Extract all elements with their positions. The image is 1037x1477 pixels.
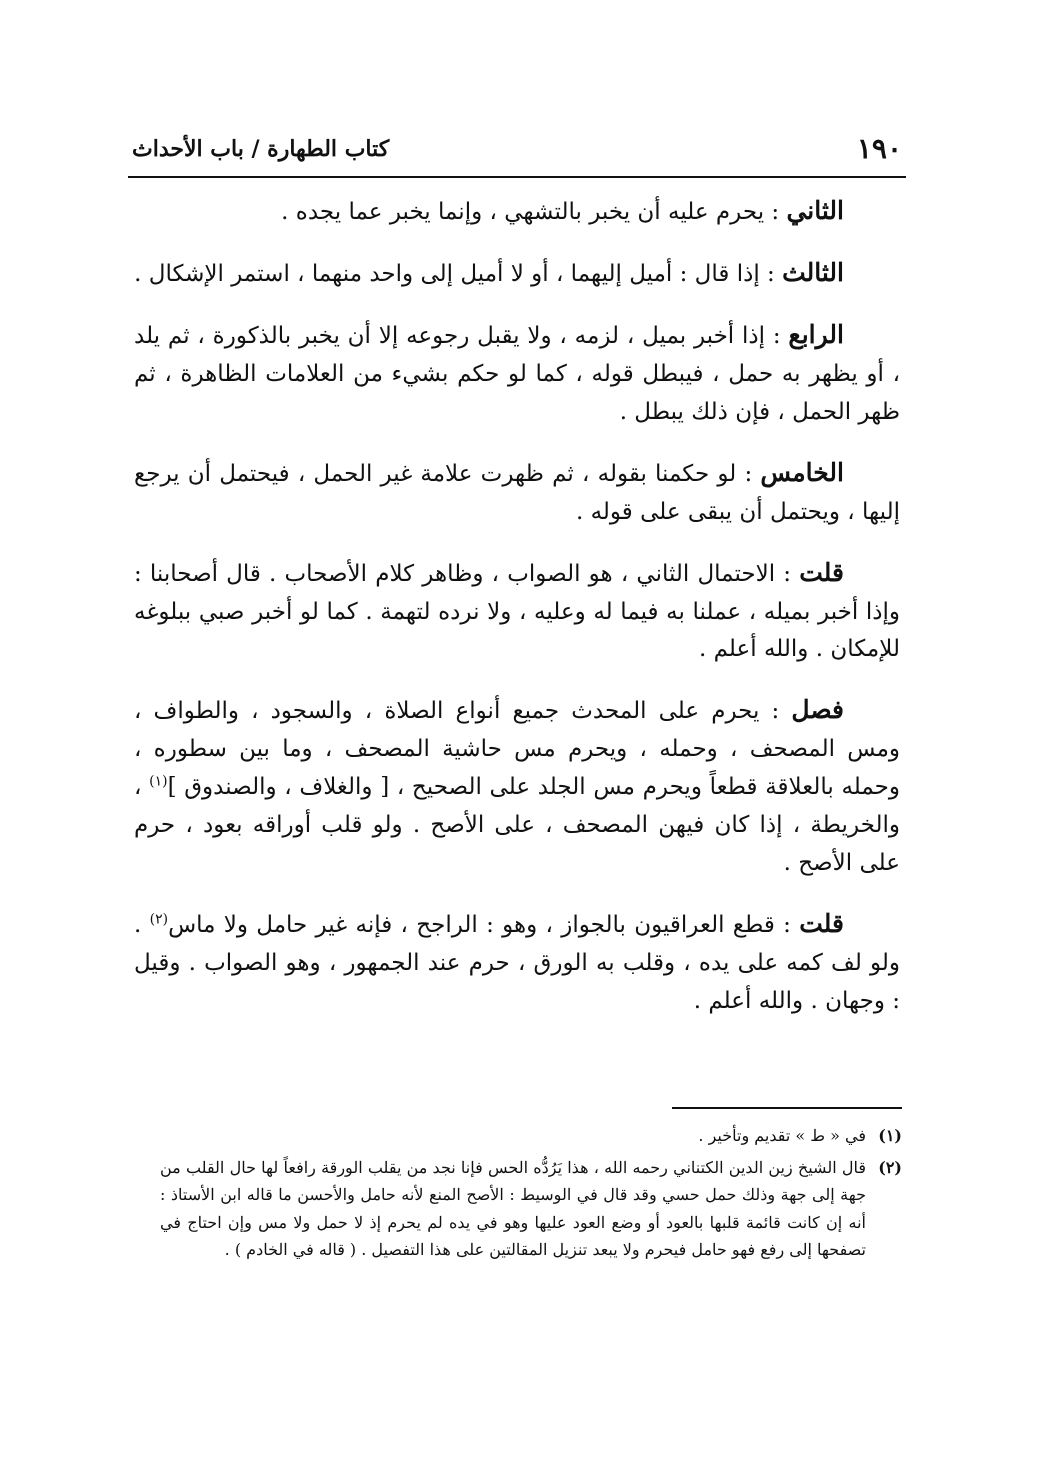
paragraph-lead: الخامس: [760, 457, 844, 487]
paragraph-lead: قلت: [799, 557, 844, 587]
paragraph-second: [134, 190, 900, 232]
footnote-text: قال الشيخ زين الدين الكتناني رحمه الله ، هذا يَرُدُّه الحس فإنا نجد من يقلب الورقة رافعاً لها حال القلب من جهة إلى جهة وذلك حمل حسي وقد قال في الوسيط : الأصح المنع لأنه حامل والأحسن ما قاله ابن الأستاذ : أنه إن كانت قائمة قلبها بالعود أو وضع العود عليها وهو في يده لم يحرم إذ لا حمل ولا مس وإن احتاج في تصفحها إلى رفع فهو حامل فيحرم ولا يبعد تنزيل المقالتين على هذا التفصيل . ( قاله في الخادم ) .: [160, 1157, 867, 1260]
footnote-number: (٢): [878, 1157, 902, 1177]
paragraph-lead: الرابع: [788, 319, 844, 349]
paragraph-lead: الثالث: [782, 257, 844, 287]
paragraph-lead: قلت: [799, 909, 844, 939]
footnotes: [160, 1122, 902, 1268]
paragraph-text: : قطع العراقيون بالجواز ، وهو : الراجح ، فإنه غير حامل ولا ماس: [168, 912, 800, 939]
paragraph-fifth: [134, 452, 900, 532]
paragraph-lead: الثاني: [786, 196, 844, 225]
paragraph-text: : يحرم عليه أن يخبر بالتشهي ، وإنما يخبر عما يجده .: [281, 199, 787, 225]
main-text: [134, 190, 900, 1041]
running-header: [128, 128, 906, 170]
paragraph-text: : إذا أخبر بميل ، لزمه ، ولا يقبل رجوعه إلا أن يخبر بالذكورة ، ثم يلد ، أو يظهر به حمل ، فيبطل قوله ، كما لو حكم بشيء من العلامات الظاهرة ، ثم ظهر الحمل ، فإن ذلك يبطل .: [134, 322, 900, 425]
header-divider: [128, 176, 906, 178]
footnote-2: [160, 1154, 902, 1264]
paragraph-text: : يحرم على المحدث جميع أنواع الصلاة ، والسجود ، والطواف ، ومس المصحف ، وحمله ، ويحرم مس حاشية المصحف ، وما بين سطوره ، وحمله بالعلاقة قطعاً ويحرم مس الجلد على الصحيح ، [ والغلاف ، والصندوق ]: [134, 698, 901, 801]
footnote-ref-2: (٢): [149, 911, 169, 928]
paragraph-fasl: [134, 689, 900, 883]
paragraph-text-continued: ، والخريطة ، إذا كان فيهن المصحف ، على الأصح . ولو قلب أوراقه بعود ، حرم على الأصح .: [134, 774, 900, 877]
footnote-divider: [672, 1107, 902, 1109]
footnote-1: [160, 1122, 902, 1150]
footnote-number: (١): [878, 1126, 902, 1145]
running-title: كتاب الطهارة / باب الأحداث: [132, 136, 390, 162]
paragraph-text: : إذا قال : أميل إليهما ، أو لا أميل إلى واحد منهما ، استمر الإشكال .: [134, 260, 783, 287]
paragraph-text: : الاحتمال الثاني ، هو الصواب ، وظاهر كلام الأصحاب . قال أصحابنا : وإذا أخبر بميله ، عملنا به فيما له وعليه ، ولا نرده لتهمة . كما لو أخبر صبي ببلوغه للإمكان . والله أعلم .: [134, 560, 900, 663]
paragraph-qultu-2: [134, 903, 900, 1021]
paragraph-text-continued: . ولو لف كمه على يده ، وقلب به الورق ، حرم عند الجمهور ، وهو الصواب . وقيل : وجهان . والله أعلم .: [134, 912, 900, 1014]
page-number: ١٩٠: [856, 132, 902, 165]
paragraph-text: : لو حكمنا بقوله ، ثم ظهرت علامة غير الحمل ، فيحتمل أن يرجع إليها ، ويحتمل أن يبقى على قوله .: [134, 460, 900, 525]
paragraph-qultu-1: [134, 552, 900, 670]
paragraph-fourth: [134, 314, 900, 432]
footnote-text: في « ط » تقديم وتأخير .: [698, 1126, 866, 1145]
paragraph-lead: فصل: [791, 695, 844, 725]
footnote-ref-1: (١): [149, 773, 168, 790]
paragraph-third: [134, 252, 900, 294]
